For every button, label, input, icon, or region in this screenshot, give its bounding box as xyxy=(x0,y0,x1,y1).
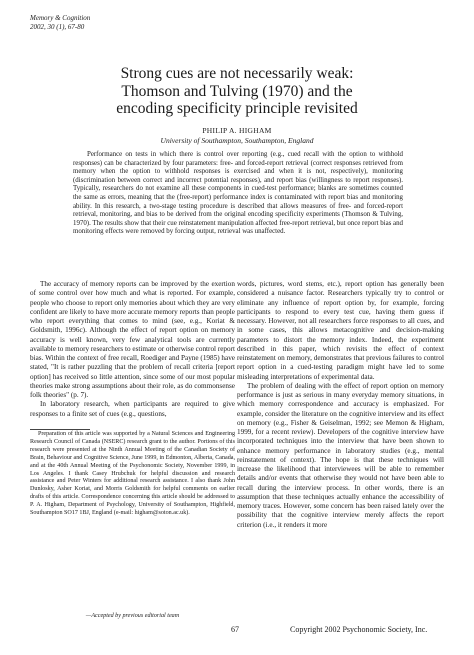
copyright-notice: Copyright 2002 Psychonomic Society, Inc. xyxy=(290,625,428,634)
abstract: Performance on tests in which there is control over reporting (e.g., cued recall with the option to withhold responses) can be characterized by four parameters: free- and forced-report retrieval (correct responses retrieved from memory when the option to withhold responses is exercised and when it is not, respectively), monitoring (discrimination between correct and incorrect potential responses), and report bias (willingness to report responses). Typically, researchers do not examine all these components in cued-test performance; blanks are sometimes counted the same as errors, meaning that the (free-report) performance index is contaminated with report bias and monitoring ability. In this research, a two-stage testing procedure is described that allows measures of free- and forced-report retrieval, monitoring, and bias to be derived from the original encoding specificity experiments (Thomson & Tulving, 1970). The results show that their cue reinstatement manipulation affected free-report retrieval, but once report bias and monitoring effects were removed by forcing output, retrieval was unaffected. xyxy=(73,151,403,236)
body-column-left xyxy=(30,280,235,419)
author-footnote: Preparation of this article was supported by a Natural Sciences and Engineering Research Council of Canada (NSERC) research grant to the author. Portions of this research were presented at the Ninth Annual Meeting of the Canadian Society of Brain, Behaviour and Cognitive Science, June 1999, in Edmonton, Alberta, Canada, and at the 40th Annual Meeting of the Psychonomic Society, November 1999, in Los Angeles. I thank Casey Hrubchuk for helpful discussion and research assistance and Peter Winters for additional research assistance. I also thank John Dunlosky, Asher Koriat, and Morris Goldsmith for helpful comments on earlier drafts of this article. Correspondence concerning this article should be addressed to P. A. Higham, Department of Psychology, University of Southampton, Highfield, Southampton SO17 1BJ, England (e-mail: higham@soton.ac.uk). xyxy=(30,431,235,517)
journal-citation: 2002, 30 (1), 67-80 xyxy=(30,22,85,31)
body-paragraph: In laboratory research, when participants are required to give responses to a finite set of cues (e.g., questions, xyxy=(30,400,235,418)
article-title xyxy=(40,65,434,118)
title-line: Strong cues are not necessarily weak: xyxy=(120,65,354,83)
author-name: PHILIP A. HIGHAM xyxy=(202,126,272,135)
journal-header xyxy=(30,14,90,31)
title-line: Thomson and Tulving (1970) and the xyxy=(121,82,353,100)
body-paragraph: words, pictures, word stems, etc.), report option has generally been considered a nuisance factor. Researchers typically try to control or eliminate any influence of report option by, for example, forcing participants to respond to every test cue, having them guess if necessary. However, not all researchers force responses to all cues, and in some cases, this allows metacognitive and decision-making parameters to distort the memory index. Indeed, the experiment described in this paper, which revisits the effect of context reinstatement on memory, demonstrates that previous failures to control report option in a cued-testing paradigm might have led to some misleading interpretations of experimental data. xyxy=(237,280,444,381)
footnote-divider xyxy=(30,429,90,430)
author-affiliation: University of Southampton, Southampton, England xyxy=(160,136,314,145)
journal-name: Memory & Cognition xyxy=(30,14,91,22)
body-paragraph: The accuracy of memory reports can be improved by the exertion of some control over how much and what is reported. For example, people who choose to report only memories about which they are very confident are likely to have more accurate memory reports than people who report everything that comes to mind (see, e.g., Koriat & Goldsmith, 1996c). Although the effect of report option on memory accuracy is well known, very few analytical tools are currently available to memory researchers to estimate or otherwise control report bias. Within the context of free recall, Roediger and Payne (1985) have stated, "It is rather puzzling that the problem of recall criteria [report option] has received so little attention, since some of our most popular theories make strong assumptions about their role, as do commonsense folk theories" (p. 7). xyxy=(30,280,235,399)
page-number: 67 xyxy=(231,625,239,634)
body-paragraph: The problem of dealing with the effect of report option on memory performance is just as serious in many everyday memory situations, in which memory correspondence and accuracy is emphasized. For example, consider the literature on the cognitive interview and its effect on memory (e.g., Fisher & Geiselman, 1992; see Memon & Higham, 1999, for a recent review). Developers of the cognitive interview have incorporated techniques into the interview that have been shown to enhance memory performance in laboratory studies (e.g., mental reinstatement of context). The hope is that these techniques will increase the likelihood that interviewees will be able to remember details and/or events that otherwise they would not have been able to recall during the interview process. In other words, there is an assumption that these techniques actually enhance the accessibility of memory traces. However, some concern has been raised lately over the possibility that the cognitive interview merely affects the report criterion (i.e., it renders it more xyxy=(237,381,444,529)
accepted-note: —Accepted by previous editorial team xyxy=(85,613,180,619)
title-line: encoding specificity principle revisited xyxy=(116,100,358,118)
body-column-right xyxy=(237,280,444,530)
